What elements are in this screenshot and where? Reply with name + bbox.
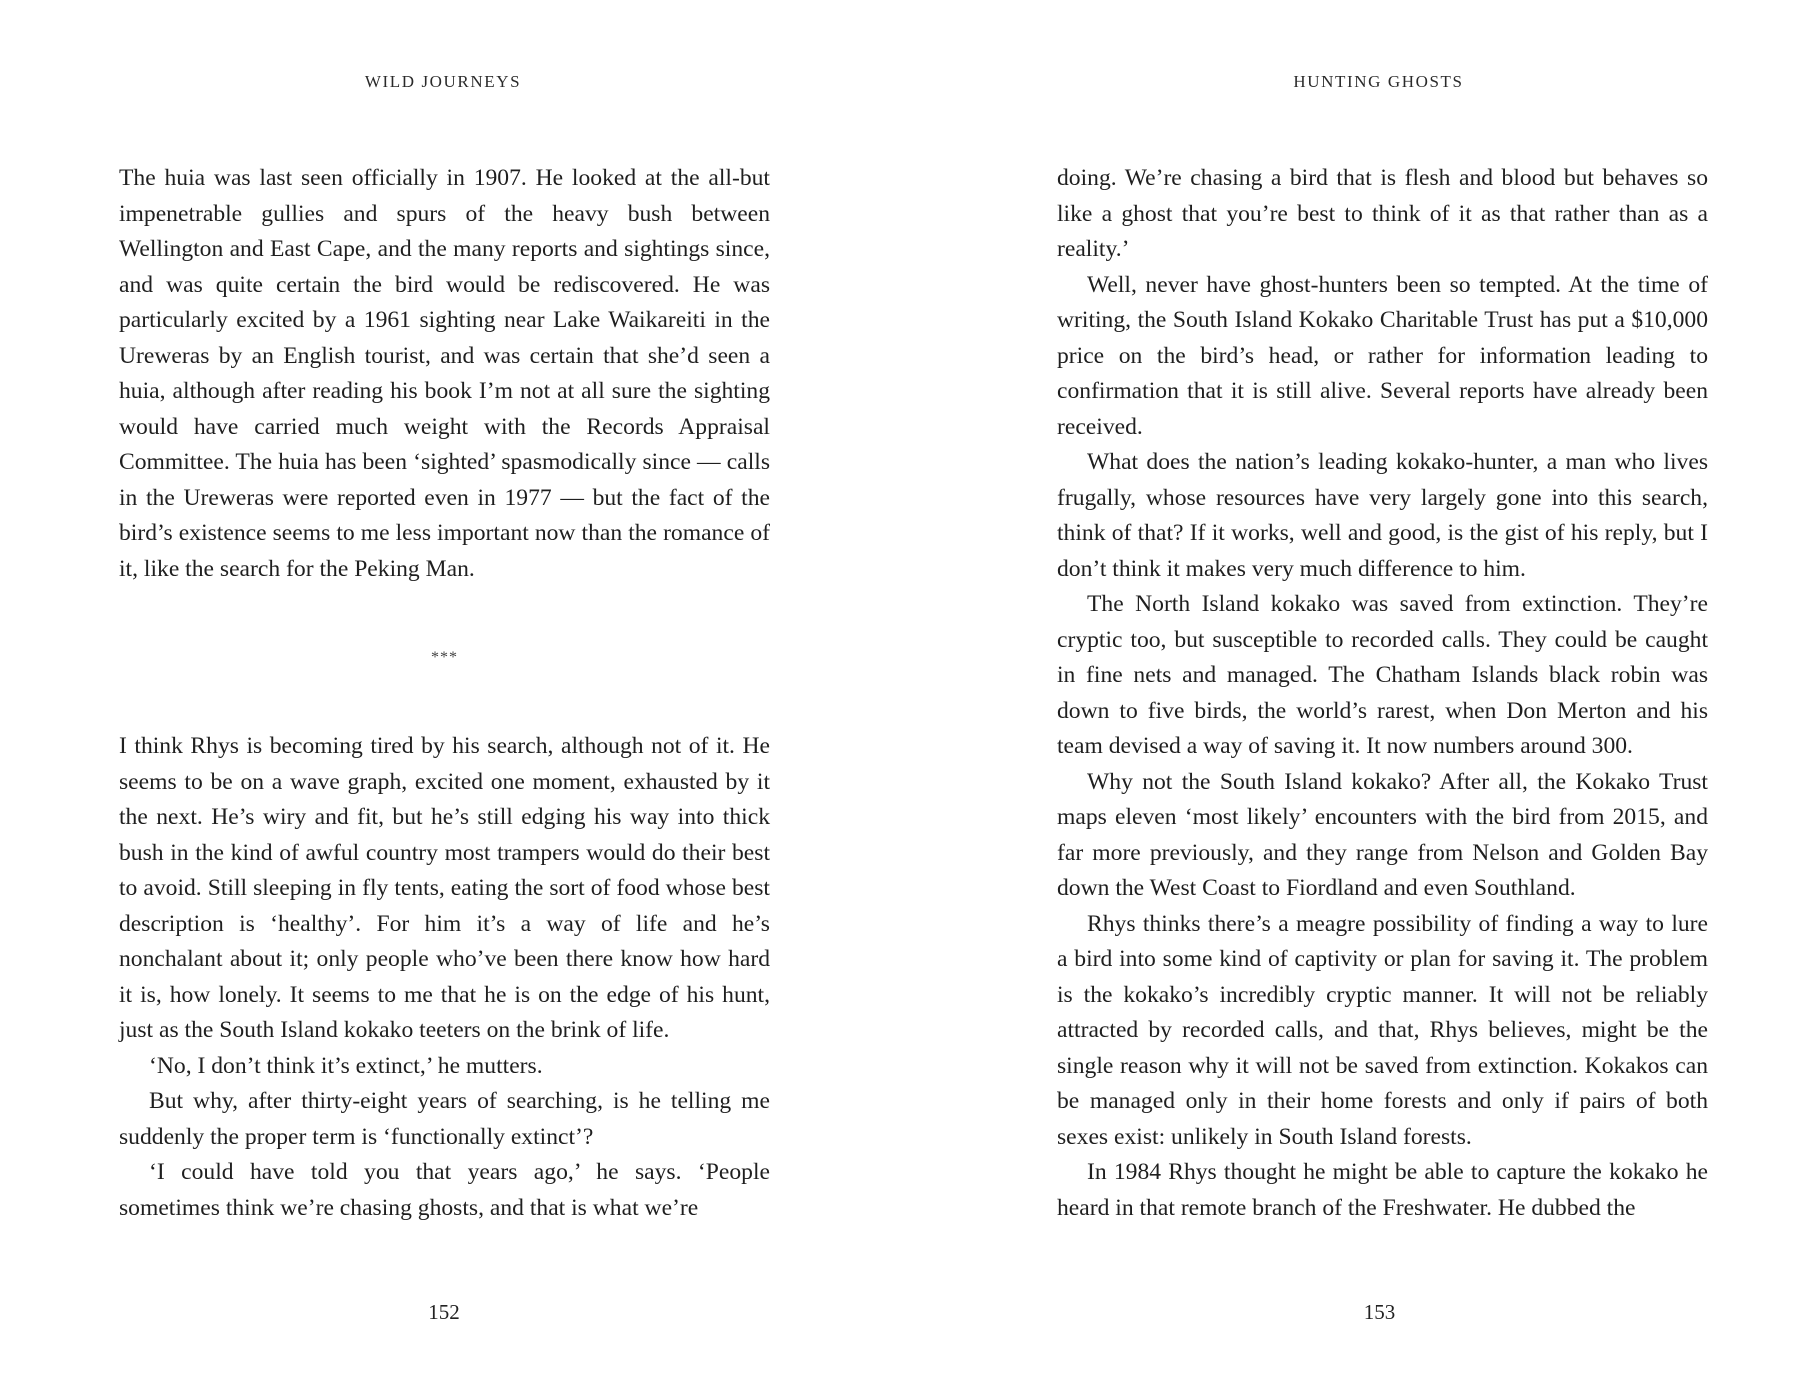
paragraph: In 1984 Rhys thought he might be able to capture the kokako he heard in that remote branch of the Freshwater. He dubbed the [1057, 1159, 1708, 1221]
paragraph: Why not the South Island kokako? After all, the Kokako Trust maps eleven ‘most likely’ encounters with the bird from 2015, and far more previously, and they range from Nelson and Golden Bay down the West Coast to Fiordland and even Southland. [1057, 768, 1708, 901]
paragraph: But why, after thirty-eight years of searching, is he telling me suddenly the proper term is ‘functionally extinct’? [119, 1088, 770, 1150]
right-page [904, 0, 1807, 1381]
running-head-right: HUNTING GHOSTS [1293, 72, 1464, 91]
left-page-text [119, 161, 770, 1226]
paragraph: The huia was last seen officially in 1907. He looked at the all-but impenetrable gullies and spurs of the heavy bush between Wellington and East Cape, and the many reports and sightings since, and was quite certain the bird would be rediscovered. He was particularly excited by a 1961 sighting near Lake Waikareiti in the Ureweras by an English tourist, and was certain that she’d seen a huia, although after reading his book I’m not at all sure the sighting would have carried much weight with the Records Appraisal Committee. The huia has been ‘sighted’ spasmodically since — calls in the Ureweras were reported even in 1977 — but the fact of the bird’s existence seems to me less important now than the romance of it, like the search for the Peking Man. [119, 165, 770, 582]
paragraph: doing. We’re chasing a bird that is flesh and blood but behaves so like a ghost that you’re best to think of it as that rather than as a reality.’ [1057, 165, 1708, 262]
left-page [0, 0, 903, 1381]
paragraph: The North Island kokako was saved from extinction. They’re cryptic too, but susceptible to recorded calls. They could be caught in fine nets and managed. The Chatham Islands black robin was down to five birds, the world’s rarest, when Don Merton and his team devised a way of saving it. It now numbers around 300. [1057, 591, 1708, 759]
paragraph: What does the nation’s leading kokako-hunter, a man who lives frugally, whose resources have very largely gone into this search, think of that? If it works, well and good, is the gist of his reply, but I don’t think it makes very much difference to him. [1057, 449, 1708, 582]
page-number-left: 152 [428, 1300, 460, 1324]
scene-break: *** [431, 649, 458, 666]
paragraph: Rhys thinks there’s a meagre possibility of finding a way to lure a bird into some kind of captivity or plan for saving it. The problem is the kokako’s incredibly cryptic manner. It will not be reliably attracted by recorded calls, and that, Rhys believes, might be the single reason why it will not be saved from extinction. Kokakos can be managed only in their home forests and only if pairs of both sexes exist: unlikely in South Island forests. [1057, 910, 1708, 1150]
running-head-left: WILD JOURNEYS [364, 72, 522, 91]
page-number-right: 153 [1363, 1300, 1396, 1324]
paragraph: ‘I could have told you that years ago,’ he says. ‘People sometimes think we’re chasing ghosts, and that is what we’re [119, 1159, 770, 1221]
right-page-text [1057, 161, 1708, 1226]
paragraph: ‘No, I don’t think it’s extinct,’ he mutters. [149, 1052, 543, 1079]
paragraph: Well, never have ghost-hunters been so tempted. At the time of writing, the South Island Kokako Charitable Trust has put a $10,000 price on the bird’s head, or rather for information leading to confirmation that it is still alive. Several reports have already been received. [1057, 271, 1708, 440]
paragraph: I think Rhys is becoming tired by his search, although not of it. He seems to be on a wave graph, excited one moment, exhausted by it the next. He’s wiry and fit, but he’s still edging his way into thick bush in the kind of awful country most trampers would do their best to avoid. Still sleeping in fly tents, eating the sort of food whose best description is ‘healthy’. For him it’s a way of life and he’s nonchalant about it; only people who’ve been there know how hard it is, how lonely. It seems to me that he is on the edge of his hunt, just as the South Island kokako teeters on the brink of life. [119, 733, 770, 1043]
